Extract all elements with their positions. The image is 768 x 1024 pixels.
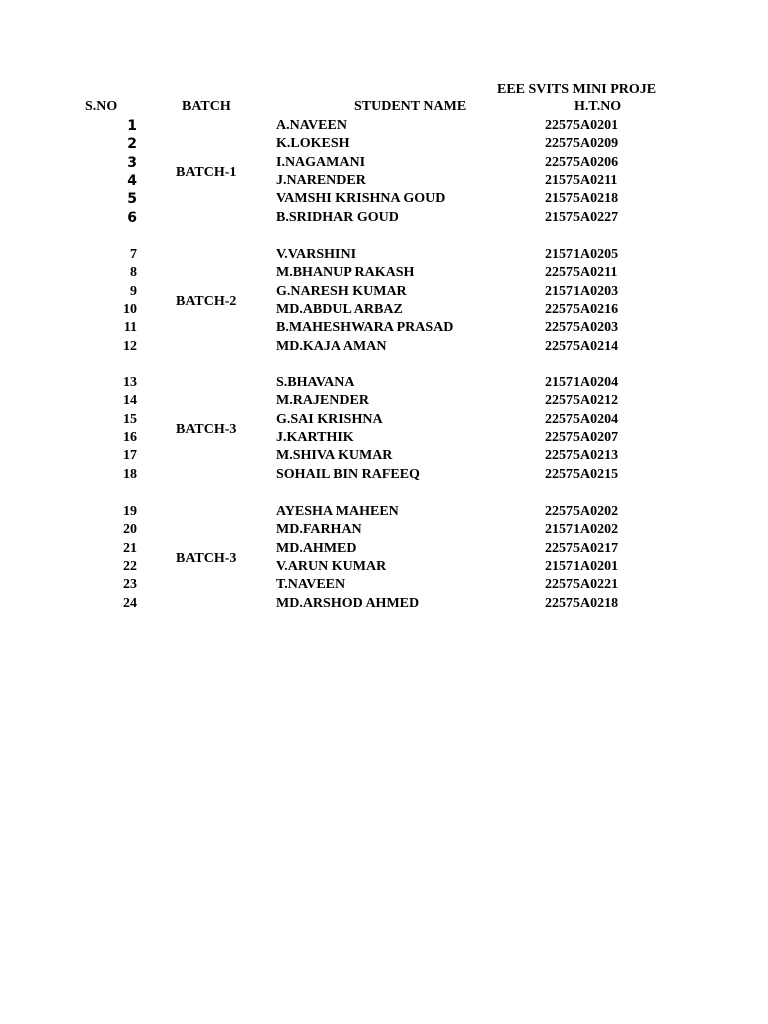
student-name-cell: M.SHIVA KUMAR <box>276 448 393 464</box>
table-row <box>0 447 768 465</box>
table-row <box>0 209 768 227</box>
student-name-cell: MD.ABDUL ARBAZ <box>276 301 403 317</box>
sno-cell: 10 <box>123 301 137 317</box>
htno-cell: 21571A0205 <box>545 247 619 262</box>
batch-label: BATCH-1 <box>176 164 237 180</box>
table-row <box>0 466 768 484</box>
table-row <box>0 540 768 558</box>
sno-cell: 5 <box>127 191 137 208</box>
htno-cell: 22575A0204 <box>545 411 619 427</box>
table-row <box>0 283 768 301</box>
htno-cell: 22575A0203 <box>545 320 619 336</box>
sno-cell: 3 <box>127 154 137 171</box>
batch-label: BATCH-3 <box>176 421 237 437</box>
sno-cell: 21 <box>123 540 137 556</box>
table-row <box>0 301 768 319</box>
table-row <box>0 411 768 429</box>
student-name-cell: K.LOKESH <box>276 136 350 152</box>
htno-cell: 21571A0201 <box>545 558 619 574</box>
htno-cell: 22575A0216 <box>545 301 619 317</box>
header-sno: S.NO <box>85 99 118 114</box>
table-row <box>0 429 768 447</box>
student-name-cell: MD.FARHAN <box>276 522 362 538</box>
student-name-cell: M.BHANUP RAKASH <box>276 265 415 281</box>
student-name-cell: T.NAVEEN <box>276 577 346 593</box>
htno-cell: 22575A0212 <box>545 393 619 409</box>
student-name-cell: B.MAHESHWARA PRASAD <box>276 320 454 336</box>
htno-cell: 22575A0206 <box>545 154 619 170</box>
sno-cell: 24 <box>123 595 137 611</box>
sno-cell: 18 <box>123 466 137 482</box>
htno-cell: 22575A0217 <box>545 540 619 556</box>
header-htno: H.T.NO <box>574 99 622 114</box>
htno-cell: 22575A0214 <box>545 338 619 354</box>
table-row <box>0 392 768 410</box>
table-row <box>0 558 768 576</box>
student-name-cell: AYESHA MAHEEN <box>276 504 399 519</box>
htno-cell: 21575A0227 <box>545 209 619 225</box>
table-row <box>0 338 768 356</box>
table-row <box>0 172 768 190</box>
sno-cell: 7 <box>130 247 137 262</box>
student-name-cell: S.BHAVANA <box>276 375 355 390</box>
htno-cell: 21571A0202 <box>545 522 619 538</box>
table-row <box>0 135 768 153</box>
student-name-cell: MD.ARSHOD AHMED <box>276 595 420 611</box>
table-row <box>0 246 768 264</box>
page-title: EEE SVITS MINI PROJE <box>497 82 657 97</box>
table-row <box>0 595 768 613</box>
sno-cell: 16 <box>123 429 137 445</box>
student-name-cell: MD.AHMED <box>276 540 357 556</box>
sno-cell: 6 <box>127 209 137 226</box>
batch-label: BATCH-3 <box>176 550 237 566</box>
sno-cell: 8 <box>130 265 137 281</box>
table-row <box>0 503 768 521</box>
student-name-cell: SOHAIL BIN RAFEEQ <box>276 466 420 482</box>
sno-cell: 11 <box>123 320 137 336</box>
htno-cell: 22575A0213 <box>545 448 619 464</box>
sno-cell: 13 <box>123 375 137 390</box>
sno-cell: 22 <box>123 558 137 574</box>
htno-cell: 22575A0215 <box>545 466 619 482</box>
table-row <box>0 264 768 282</box>
sno-cell: 4 <box>127 172 137 189</box>
table-row <box>0 154 768 172</box>
table-row <box>0 374 768 392</box>
sno-cell: 19 <box>123 504 137 519</box>
student-name-cell: V.ARUN KUMAR <box>276 558 387 574</box>
sno-cell: 17 <box>123 448 137 464</box>
student-name-cell: V.VARSHINI <box>276 247 357 262</box>
student-name-cell: A.NAVEEN <box>276 118 347 133</box>
sno-cell: 20 <box>123 522 137 538</box>
htno-cell: 22575A0211 <box>545 265 618 281</box>
table-row <box>0 117 768 135</box>
htno-cell: 22575A0209 <box>545 136 619 152</box>
student-name-cell: G.NARESH KUMAR <box>276 283 407 299</box>
header-batch: BATCH <box>182 99 231 114</box>
table-row <box>0 319 768 337</box>
header-student-name: STUDENT NAME <box>354 99 467 114</box>
htno-cell: 22575A0202 <box>545 504 619 519</box>
sno-cell: 9 <box>130 283 137 299</box>
sno-cell: 1 <box>127 118 137 134</box>
student-name-cell: MD.KAJA AMAN <box>276 338 387 354</box>
table-row <box>0 576 768 594</box>
batch-label: BATCH-2 <box>176 293 237 309</box>
student-name-cell: I.NAGAMANI <box>276 154 366 170</box>
htno-cell: 21571A0204 <box>545 375 619 390</box>
student-name-cell: J.NARENDER <box>276 172 366 188</box>
htno-cell: 22575A0218 <box>545 595 619 611</box>
sno-cell: 2 <box>127 136 137 153</box>
htno-cell: 22575A0201 <box>545 118 619 133</box>
htno-cell: 21571A0203 <box>545 283 619 299</box>
table-row <box>0 190 768 208</box>
htno-cell: 21575A0218 <box>545 191 619 207</box>
htno-cell: 22575A0207 <box>545 429 619 445</box>
sno-cell: 23 <box>123 577 137 593</box>
sno-cell: 12 <box>123 338 137 354</box>
student-name-cell: B.SRIDHAR GOUD <box>276 209 399 225</box>
sno-cell: 14 <box>123 393 137 409</box>
htno-cell: 21575A0211 <box>545 172 618 188</box>
student-name-cell: G.SAI KRISHNA <box>276 411 383 427</box>
student-name-cell: J.KARTHIK <box>276 429 354 445</box>
table-row <box>0 521 768 539</box>
student-name-cell: M.RAJENDER <box>276 393 369 409</box>
htno-cell: 22575A0221 <box>545 577 619 593</box>
sno-cell: 15 <box>123 411 137 427</box>
student-name-cell: VAMSHI KRISHNA GOUD <box>276 191 446 207</box>
